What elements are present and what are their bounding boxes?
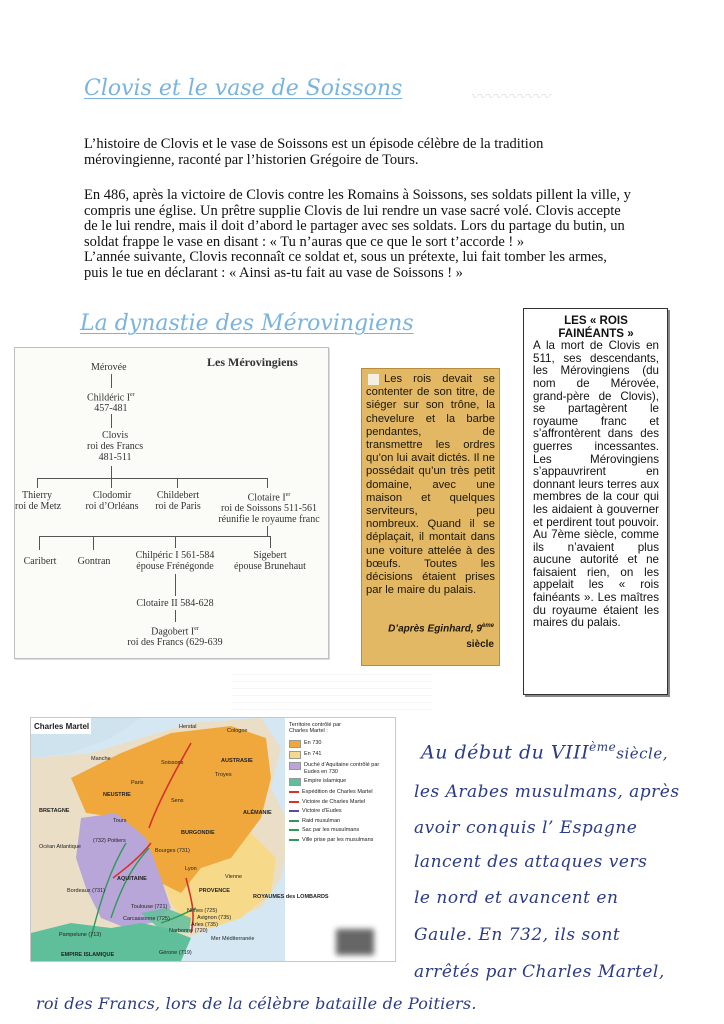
- legend-swatch: [289, 762, 301, 770]
- family-tree: [14, 347, 329, 659]
- story-line: compris une église. Un prêtre supplie Clovis de lui rendre un vase sacré volé. Clovis accepte: [84, 202, 621, 219]
- tree-chilperic: Chilpéric I 561-584 épouse Frénégonde: [135, 550, 215, 572]
- place-label: Tours: [113, 818, 127, 824]
- legend-label: Duché d’Aquitaine contrôlé par Eudes en 730: [304, 762, 380, 775]
- ghost-bleed: [232, 668, 432, 712]
- legend-label: En 741: [304, 751, 322, 757]
- tree-thierry: Thierry roi de Metz: [15, 490, 62, 512]
- place-label: PROVENCE: [199, 888, 230, 894]
- blur-artifact: [336, 929, 374, 955]
- handwriting-line: roi des Francs, lors de la célèbre bataille de Poitiers.: [36, 994, 477, 1013]
- tree-dagobert: Dagobert Ier roi des Francs (629-639: [127, 626, 223, 649]
- place-label: Nîmes (725): [187, 908, 218, 914]
- legend-item: [289, 808, 393, 815]
- place-label: Herstal: [179, 724, 197, 730]
- place-label: Mer Méditerranée: [211, 936, 255, 942]
- place-label: Bordeaux (731): [67, 888, 105, 894]
- legend-label: Victoire de Charles Martel: [302, 798, 366, 805]
- legend-item: [289, 818, 393, 825]
- eginhard-source: D’après Eginhard, 9ème: [388, 623, 494, 635]
- place-label: EMPIRE ISLAMIQUE: [61, 952, 115, 958]
- legend-label: Victoire d’Eudes: [302, 808, 342, 814]
- place-label: (732) Poitiers: [93, 838, 126, 844]
- place-label: Océan Atlantique: [39, 844, 81, 850]
- legend-swatch: [289, 829, 299, 831]
- story-line: soldat frappe le vase en disant : « Tu n’auras que ce que le sort t’accorde ! »: [84, 233, 525, 250]
- section-title: La dynastie des Mérovingiens: [80, 311, 414, 336]
- rois-faineants-body: [533, 315, 659, 630]
- tree-caribert: Caribert: [23, 556, 57, 567]
- tree-clodomir: Clodomir roi d’Orléans: [85, 490, 139, 512]
- story-line: En 486, après la victoire de Clovis contre les Romains à Soissons, ses soldats pillent la ville, y: [84, 187, 631, 203]
- rois-faineants-title: LES « ROIS FAINÉANTS »: [558, 314, 634, 340]
- map-legend-heading: Territoire contrôlé par Charles Martel :: [289, 722, 341, 734]
- legend-label: Sac par les musulmans: [302, 827, 360, 833]
- legend-swatch: [289, 810, 299, 812]
- place-label: Manche: [91, 756, 111, 762]
- story-paragraph: [84, 188, 631, 281]
- ghost-text: 〰〰〰〰〰: [470, 87, 551, 106]
- legend-item: [289, 827, 393, 834]
- legend-swatch: [289, 751, 301, 759]
- legend-label: Ville prise par les musulmans: [302, 836, 374, 843]
- tree-sigebert: Sigebert épouse Brunehaut: [234, 550, 306, 572]
- tree-clotaire: Clotaire Ier roi de Soissons 511-561 réunifie le royaume franc: [218, 492, 320, 526]
- tree-childebert: Childebert roi de Paris: [155, 490, 201, 512]
- story-line: puis le tue en déclarant : « Ainsi as-tu fait au vase de Soissons ! »: [84, 264, 463, 281]
- legend-swatch: [289, 801, 299, 803]
- place-label: Avignon (735): [197, 915, 232, 921]
- place-label: Soissons: [161, 760, 184, 766]
- place-label: Paris: [131, 780, 144, 786]
- legend-swatch: [289, 791, 299, 793]
- place-label: Sens: [171, 798, 184, 804]
- handwriting-line: Au début du VIIIèmesiècle,: [421, 740, 668, 764]
- place-label: Lyon: [185, 866, 197, 872]
- legend-item: [289, 778, 393, 786]
- handwriting-line: arrêtés par Charles Martel,: [414, 962, 665, 982]
- map-title: Charles Martel: [34, 722, 90, 731]
- place-label: Toulouse (721): [131, 904, 168, 910]
- place-label: Gérone (719): [159, 950, 192, 956]
- place-label: Arles (735): [191, 922, 218, 928]
- place-label: Bourges (731): [155, 848, 190, 854]
- handwriting-line: lancent des attaques vers: [414, 852, 648, 872]
- tree-clovis: Clovis roi des Francs 481-511: [87, 430, 144, 463]
- legend-label: En 730: [304, 740, 322, 746]
- story-line: de le lui rendre, mais il doit d’abord le partager avec ses soldats. Lors du partage du butin, un: [84, 218, 625, 234]
- handwriting-line: avoir conquis l’ Espagne: [414, 818, 638, 838]
- eginhard-source-end: siècle: [466, 639, 494, 650]
- place-label: Cologne: [227, 728, 248, 734]
- place-label: Carcassonne (725): [123, 916, 170, 922]
- place-label: Pampelune (713): [59, 932, 102, 938]
- legend-item: [289, 799, 393, 806]
- legend-label: Raid musulman: [302, 817, 341, 824]
- legend-label: Empire islamique: [304, 778, 347, 784]
- map-legend: [289, 740, 393, 846]
- intro-line: mérovingienne, raconté par l’historien Grégoire de Tours.: [84, 151, 419, 168]
- place-label: ALÉMANIE: [243, 810, 272, 816]
- tree-merovee: Mérovée: [91, 362, 127, 373]
- place-label: Vienne: [225, 874, 243, 880]
- charles-martel-map: [30, 717, 396, 962]
- place-label: Narbonne (720): [169, 928, 208, 934]
- legend-label: Expédition de Charles Martel: [302, 789, 373, 795]
- legend-swatch: [289, 740, 301, 748]
- rois-faineants-text: A la mort de Clovis en 511, ses descendants, les Mérovingiens (du nom de Mérovée, grand-père de Clovis), se partagèrent le royaume franc et s’affrontèrent dans des guerres incessantes. Les Mérovingiens s’appauvrirent en donnant leurs terres aux membres de la cour qui les aidaient à gouverner et perdirent tout pouvoir. Au 7ème siècle, comme ils n’avaient plus aucune autorité et ne faisaient rien, on les appelait les « rois fainéants ». Les maîtres du royaume étaient les maires du palais.: [533, 339, 659, 630]
- place-label: BURGONDIE: [181, 830, 215, 836]
- tree-childeric: Childéric Ier 457-481: [87, 392, 135, 415]
- tree-clotaire2: Clotaire II 584-628: [136, 598, 214, 609]
- legend-item: [289, 837, 393, 844]
- handwriting-line: les Arabes musulmans, après: [414, 782, 680, 802]
- intro-paragraph: [84, 137, 543, 168]
- place-label: AUSTRASIE: [221, 758, 253, 764]
- place-label: Troyes: [215, 772, 232, 778]
- rois-faineants-box: [523, 308, 668, 695]
- place-label: ROYAUMES des LOMBARDS: [253, 894, 329, 900]
- place-label: BRETAGNE: [39, 808, 70, 814]
- story-line: L’année suivante, Clovis reconnaît ce soldat et, sous un prétexte, lui fait tomber les armes,: [84, 249, 607, 265]
- legend-item: [289, 751, 393, 759]
- legend-swatch: [289, 820, 299, 822]
- handwriting-line: Gaule. En 732, ils sont: [414, 925, 621, 945]
- legend-swatch: [289, 778, 301, 786]
- tree-heading: Les Mérovingiens: [207, 355, 298, 369]
- place-label: AQUITAINE: [117, 876, 147, 882]
- legend-item: [289, 740, 393, 748]
- legend-swatch: [289, 839, 299, 841]
- eginhard-text: Les rois devait se contenter de son titre, de siéger sur son trône, la chevelure et la barbe pendantes, de transmettre les ordres qu’on lui avait dictés. Il ne possédait qu’un très petit domaine, avec une maison et quelques serviteurs, peu nombreux. Quand il se déplaçait, il montait dans une voiture attelée à des bœufs. Toutes les décisions étaient prises par le maire du palais.: [366, 373, 495, 597]
- handwriting-line: le nord et avancent en: [414, 888, 619, 908]
- place-label: NEUSTRIE: [103, 792, 131, 798]
- legend-item: [289, 789, 393, 796]
- page-title: Clovis et le vase de Soissons: [84, 76, 403, 101]
- eginhard-quote-box: [361, 368, 500, 666]
- legend-item: [289, 762, 393, 775]
- intro-line: L’histoire de Clovis et le vase de Soissons est un épisode célèbre de la tradition: [84, 136, 544, 152]
- tree-gontran: Gontran: [77, 556, 111, 567]
